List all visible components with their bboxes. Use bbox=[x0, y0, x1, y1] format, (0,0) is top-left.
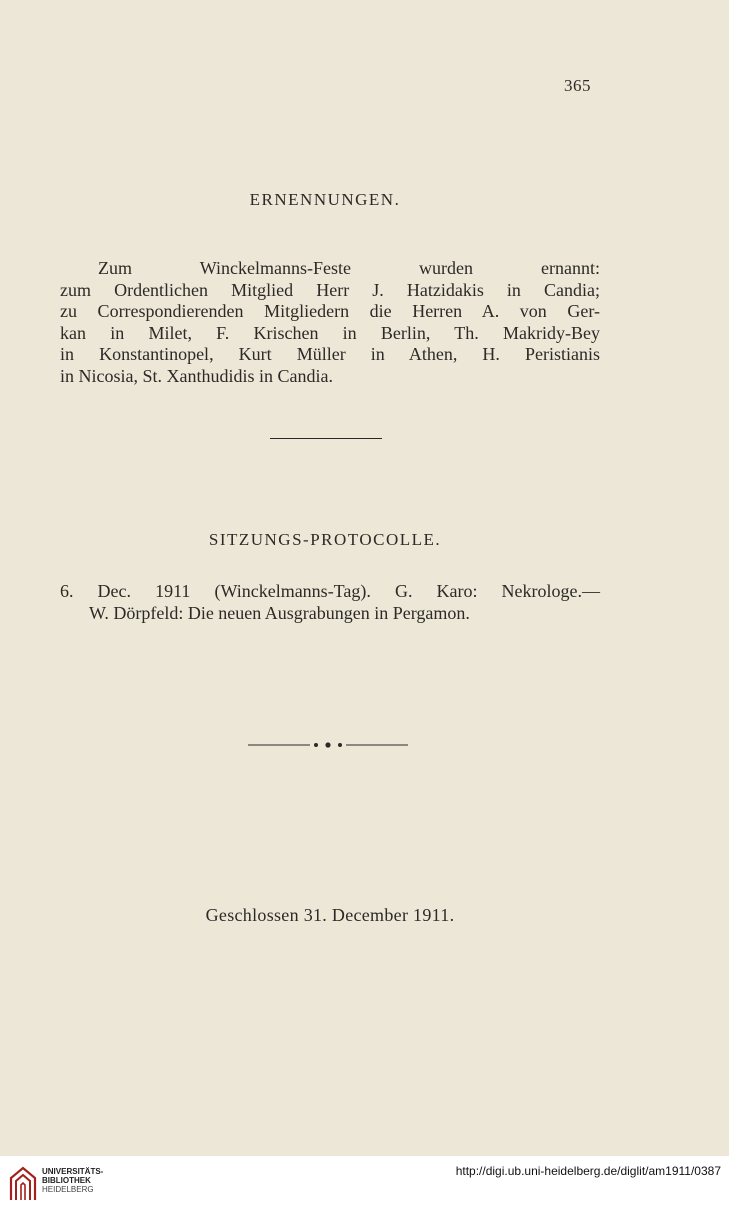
text-line: kan in Milet, F. Krischen in Berlin, Th. Makridy-Bey bbox=[60, 322, 600, 343]
logo-line: BIBLIOTHEK bbox=[42, 1176, 91, 1185]
heading-sitzungs-protocolle: SITZUNGS-PROTOCOLLE. bbox=[208, 530, 442, 549]
text-line: zum Ordentlichen Mitglied Herr J. Hatzidakis in Candia; bbox=[60, 279, 600, 300]
logo-line: UNIVERSITÄTS- bbox=[42, 1167, 104, 1176]
library-logo-text bbox=[42, 1167, 103, 1194]
footer-bar bbox=[0, 1156, 729, 1207]
closing-line: Geschlossen 31. December 1911. bbox=[205, 905, 455, 925]
ornament-divider-icon bbox=[248, 740, 408, 750]
text-line: in Konstantinopel, Kurt Müller in Athen, H. Peristianis bbox=[60, 344, 600, 364]
text-line: 6. Dec. 1911 (Winckelmanns-Tag). G. Karo: Nekrologe.— bbox=[60, 581, 600, 601]
section-divider-rule bbox=[270, 438, 382, 439]
paragraph-ernennungen bbox=[60, 258, 600, 387]
text-line: in Nicosia, St. Xanthudidis in Candia. bbox=[60, 365, 333, 386]
text-line: zu Correspondierenden Mitgliedern die Herren A. von Ger- bbox=[60, 301, 600, 321]
source-url-link[interactable]: http://digi.ub.uni-heidelberg.de/diglit/am1911/0387 bbox=[455, 1164, 721, 1178]
page-number: 365 bbox=[564, 76, 591, 95]
text-line: W. Dörpfeld: Die neuen Ausgrabungen in Pergamon. bbox=[89, 602, 470, 623]
heading-ernennungen: ERNENNUNGEN. bbox=[249, 190, 401, 209]
logo-line: HEIDELBERG bbox=[42, 1185, 94, 1194]
text-line: Zum Winckelmanns-Feste wurden ernannt: bbox=[98, 258, 600, 278]
library-logo-icon bbox=[8, 1164, 38, 1202]
paragraph-sitzungs-protocolle bbox=[60, 581, 600, 624]
